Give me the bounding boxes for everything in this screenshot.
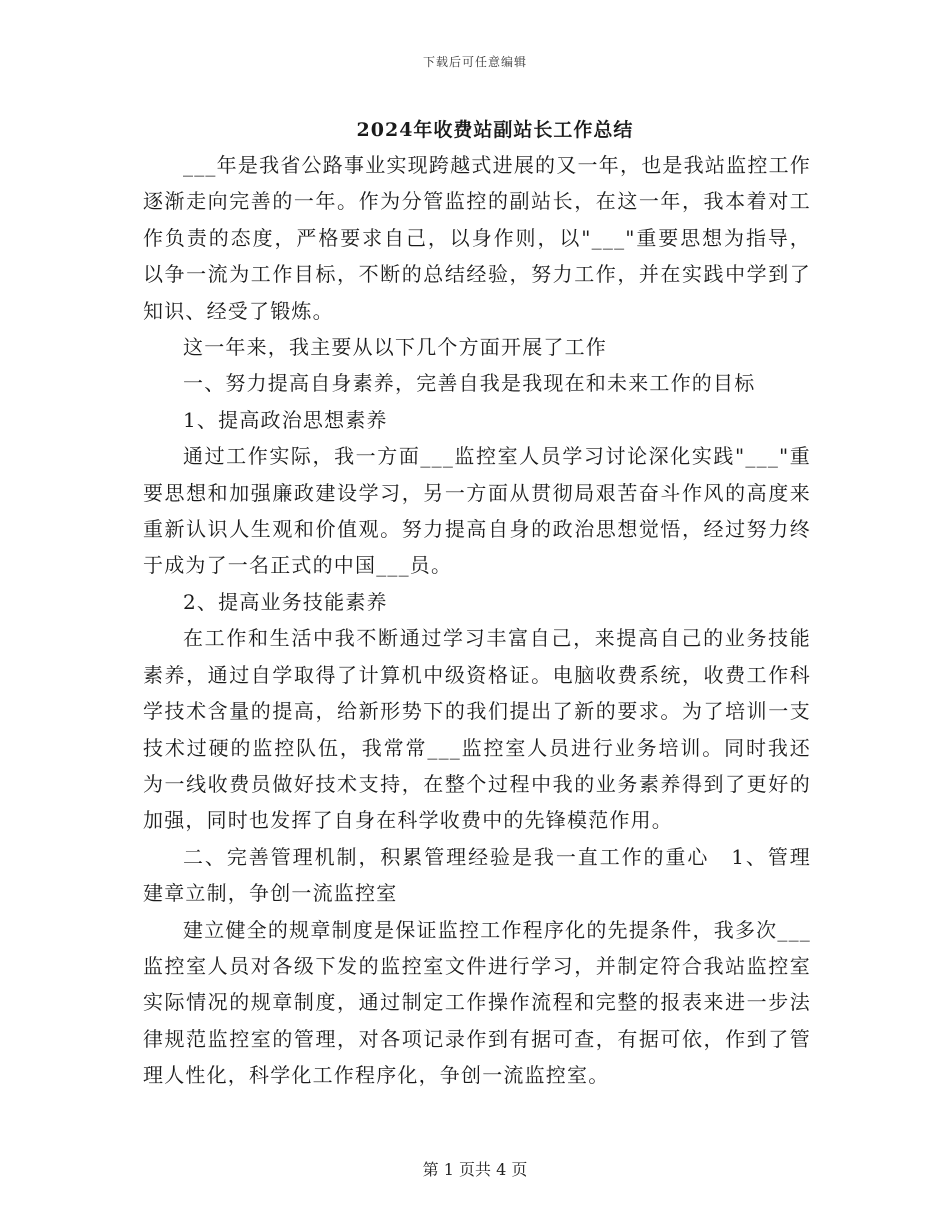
paragraph: 这一年来，我主要从以下几个方面开展了工作 <box>183 335 607 360</box>
page-number: 第 1 页共 4 页 <box>422 1160 528 1179</box>
section-heading: 二、完善管理机制，积累管理经验是我一直工作的重心 1、管理建章立制，争创一流监控室 <box>143 844 811 906</box>
header-note: 下载后可任意编辑 <box>422 55 527 69</box>
paragraph: 在工作和生活中我不断通过学习丰富自己，来提高自己的业务技能素养，通过自学取得了计算机中级资格证。电脑收费系统，收费工作科学技术含量的提高，给新形势下的我们提出了新的要求。为了培训一支技术过硬的监控队伍，我常常___监控室人员进行业务培训。同时我还为一线收费员做好技术支持，在整个过程中我的业务素养得到了更好的加强，同时也发挥了自身在科学收费中的先锋模范作用。 <box>143 626 811 833</box>
subsection-heading: 1、提高政治思想素养 <box>183 407 388 432</box>
document-body <box>143 147 811 1094</box>
section-heading: 一、努力提高自身素养，完善自我是我现在和未来工作的目标 <box>183 371 756 396</box>
subsection-heading: 2、提高业务技能素养 <box>183 589 388 614</box>
paragraph: ___年是我省公路事业实现跨越式进展的又一年，也是我站监控工作逐渐走向完善的一年。作为分管监控的副站长，在这一年，我本着对工作负责的态度，严格要求自己，以身作则，以"___"重要思想为指导，以争一流为工作目标，不断的总结经验，努力工作，并在实践中学到了知识、经受了锻炼。 <box>143 153 811 323</box>
paragraph: 建立健全的规章制度是保证监控工作程序化的先提条件，我多次___监控室人员对各级下发的监控室文件进行学习，并制定符合我站监控室实际情况的规章制度，通过制定工作操作流程和完整的报表来进一步法律规范监控室的管理，对各项记录作到有据可查，有据可依，作到了管理人性化，科学化工作程序化，争创一流监控室。 <box>143 917 811 1088</box>
paragraph: 通过工作实际，我一方面___监控室人员学习讨论深化实践"___"重要思想和加强廉政建设学习，另一方面从贯彻局艰苦奋斗作风的高度来重新认识人生观和价值观。努力提高自身的政治思想觉悟，经过努力终于成为了一名正式的中国___员。 <box>143 444 811 578</box>
document-title: 2024年收费站副站长工作总结 <box>356 119 634 141</box>
